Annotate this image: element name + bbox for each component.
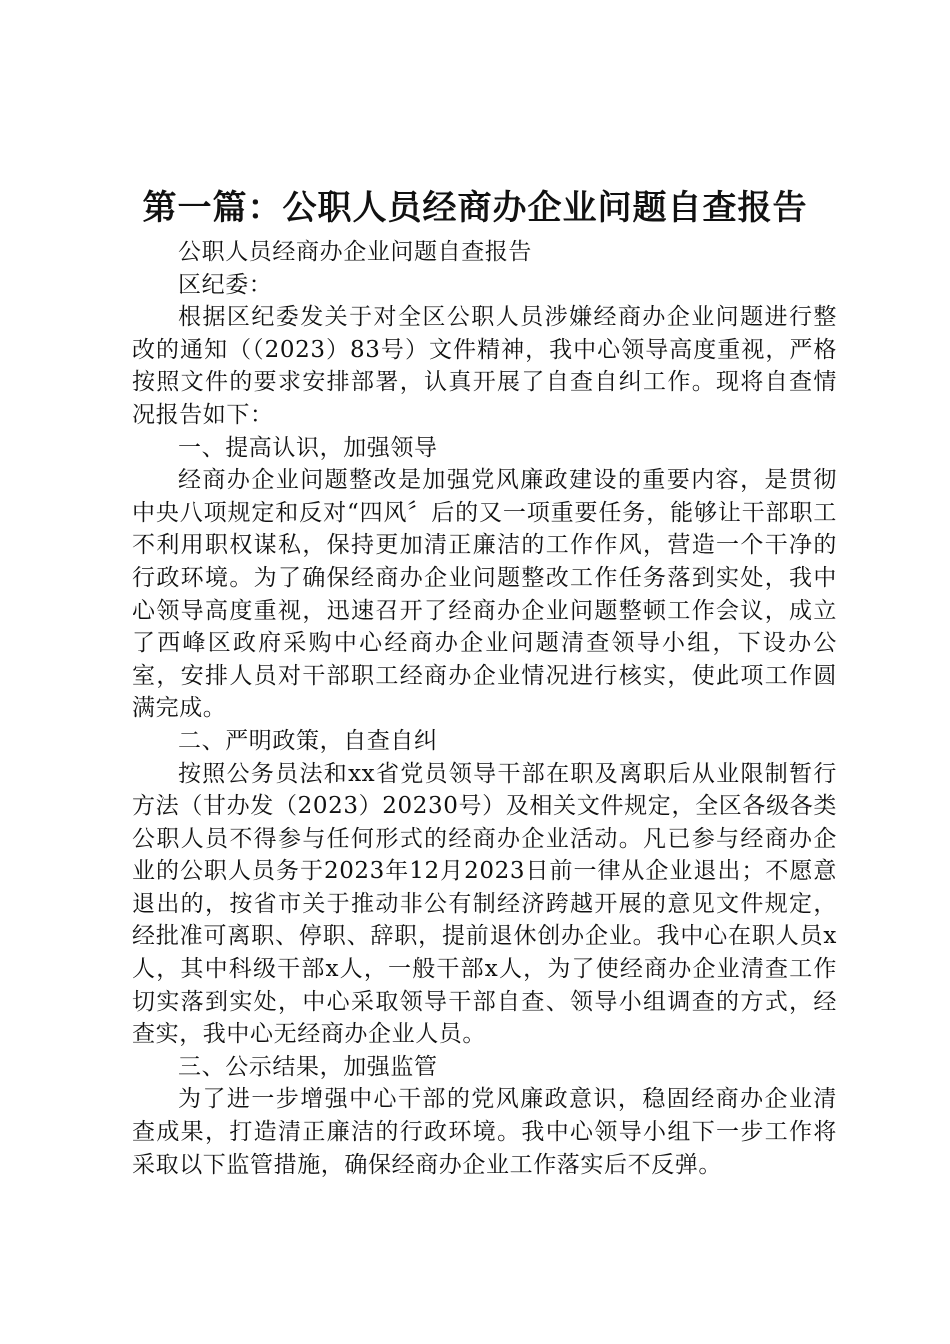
section-heading-1: 一、提高认识，加强领导 bbox=[178, 434, 438, 461]
doc-subtitle: 公职人员经商办企业问题自查报告 bbox=[178, 239, 532, 265]
intro-paragraph: 根据区纪委发关于对全区公职人员涉嫌经商办企业问题进行整改的通知（（2023）83号）文件精神，我中心领导高度重视，严格按照文件的要求安排部署，认真开展了自查自纠工作。现将自查情况报告如下： bbox=[132, 304, 837, 428]
section-heading-2: 二、严明政策，自查自纠 bbox=[178, 727, 438, 754]
section-3-paragraph: 为了进一步增强中心干部的党风廉政意识，稳固经商办企业清查成果，打造清正廉洁的行政环境。我中心领导小组下一步工作将采取以下监管措施，确保经商办企业工作落实后不反弹。 bbox=[132, 1086, 837, 1178]
document-title: 第一篇：公职人员经商办企业问题自查报告 bbox=[142, 188, 808, 228]
document-body bbox=[132, 236, 837, 1181]
section-1-paragraph: 经商办企业问题整改是加强党风廉政建设的重要内容，是贯彻中央八项规定和反对“四风〞后的又一项重要任务，能够让干部职工不利用职权谋私，保持更加清正廉洁的工作作风，营造一个干净的行政环境。为了确保经商办企业问题整改工作任务落到实处，我中心领导高度重视，迅速召开了经商办企业问题整顿工作会议，成立了西峰区政府采购中心经商办企业问题清查领导小组，下设办公室，安排人员对干部职工经商办企业情况进行核实，使此项工作圆满完成。 bbox=[132, 467, 837, 722]
salutation: 区纪委： bbox=[178, 271, 273, 298]
section-heading-3: 三、公示结果，加强监管 bbox=[178, 1053, 438, 1080]
section-2-paragraph: 按照公务员法和xx省党员领导干部在职及离职后从业限制暂行方法（甘办发（2023）20230号）及相关文件规定，全区各级各类公职人员不得参与任何形式的经商办企业活动。凡已参与经商办企业的公职人员务于2023年12月2023日前一律从企业退出；不愿意退出的，按省市关于推动非公有制经济跨越开展的意见文件规定，经批准可离职、停职、辞职，提前退休创办企业。我中心在职人员x人，其中科级干部x人，一般干部x人，为了使经商办企业清查工作切实落到实处，中心采取领导干部自查、领导小组调查的方式，经查实，我中心无经商办企业人员。 bbox=[132, 760, 837, 1048]
